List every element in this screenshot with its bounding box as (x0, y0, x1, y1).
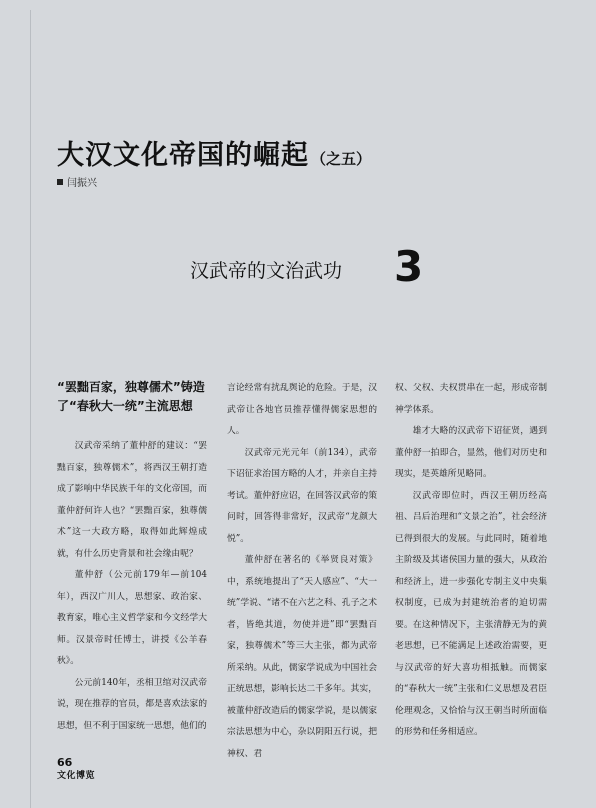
section-title: 汉武帝的文治武功 (190, 260, 343, 282)
column-2 (227, 378, 377, 765)
paragraph: 言论经常有扰乱舆论的危险。于是，汉武帝让各地官员推荐懂得儒家思想的人。 (227, 383, 377, 436)
paragraph: 权、父权、夫权贯串在一起，形成帝制神学体系。 (395, 383, 547, 415)
column-subhead: “罢黜百家，独尊儒术”铸造了“春秋大一统”主流思想 (57, 380, 205, 413)
column-3 (395, 378, 547, 744)
title-main: 大汉文化帝国的崛起 (57, 140, 309, 171)
section-number: 3 (394, 242, 424, 291)
column-1 (57, 378, 207, 737)
paragraph: 汉武帝即位时，西汉王朝历经高祖、吕后治理和“文景之治”，社会经济已得到很大的发展。与此同时，随着地主阶级及其诸侯国力量的强大，从政治和经济上，进一步强化专制主义中央集权制度，已成为封建统治者的迫切需要。在这种情况下，主张清静无为的黄老思想，已不能满足上述政治需要，更与汉武帝的好大喜功相抵触。而儒家的“春秋大一统”主张和仁义思想及君臣伦理观念，又恰恰与汉王朝当时所面临的形势和任务相适应。 (395, 490, 547, 737)
author-name: 闫振兴 (67, 178, 97, 189)
page-number: 66 (57, 756, 73, 769)
magazine-name: 文化博览 (57, 771, 96, 781)
paragraph: 董仲舒在著名的《举贤良对策》中，系统地提出了“天人感应”、“大一统”学说、“诸不在六艺之科、孔子之术者，皆绝其道，勿使并进”即“罢黜百家，独尊儒术”等三大主张，都为武帝所采纳。从此，儒家学说成为中国社会正统思想，影响长达二千多年。其实，被董仲舒改造后的儒家学说，是以儒家宗法思想为中心，杂以阴阳五行说，把神权、君 (227, 555, 377, 759)
title-suffix: （之五） (311, 150, 372, 168)
bullet-square-icon (57, 179, 63, 185)
byline (57, 174, 97, 189)
paragraph: 公元前140年，丞相卫绾对汉武帝说，现在推荐的官员，都是喜欢法家的思想，但不利于国家统一思想，他们的 (57, 677, 207, 731)
paragraph: 汉武帝元光元年（前134），武帝下诏征求治国方略的人才，并亲自主持考试。董仲舒应诏，在回答汉武帝的策问时，回答得非常好，汉武帝“龙颜大悦”。 (227, 447, 377, 544)
paragraph: 雄才大略的汉武帝下诏征贤，遇到董仲舒一拍即合，显然，他们对历史和现实，是英雄所见略同。 (395, 426, 547, 479)
paragraph: 汉武帝采纳了董仲舒的建议：“罢黜百家，独尊儒术”，将西汉王朝打造成了影响中华民族千年的文化帝国，而董仲舒何许人也？“罢黜百家，独尊儒术”这一大政方略，取得如此辉煌成就，有什么历史背景和社会缘由呢？ (57, 441, 207, 559)
article-title (57, 133, 371, 172)
paragraph: 董仲舒（公元前179年—前104年），西汉广川人，思想家、政治家、教育家，唯心主义哲学家和今文经学大师。汉景帝时任博士，讲授《公羊春秋》。 (57, 570, 207, 666)
